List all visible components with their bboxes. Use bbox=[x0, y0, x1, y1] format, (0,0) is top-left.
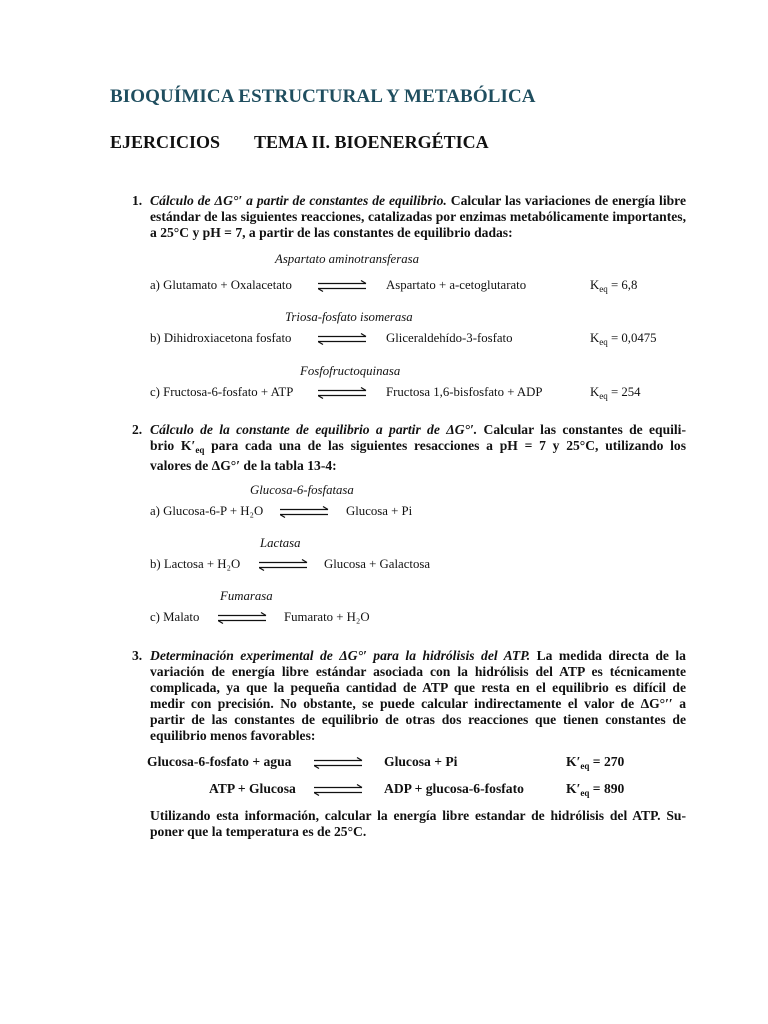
q1a-enzyme: Aspartato aminotransferasa bbox=[275, 252, 419, 266]
q1-title: Cálculo de ΔG°′ a partir de constantes de equilibrio. bbox=[150, 193, 447, 208]
q1a-left: a) Glutamato + Oxalacetato bbox=[150, 278, 292, 292]
q2b-right: Glucosa + Galactosa bbox=[324, 557, 430, 571]
q2b-left: b) Lactosa + H₂O bbox=[150, 557, 241, 571]
q3a-keq: $K'_{eq} = 270$ bbox=[566, 754, 625, 771]
q2c-left: c) Malato bbox=[150, 610, 200, 624]
q1-number: 1. bbox=[132, 193, 143, 208]
q1c-equilibrium-arrow bbox=[318, 387, 368, 400]
q3a-left: Glucosa-6-fosfato + agua bbox=[147, 754, 292, 769]
q2a-enzyme: Glucosa-6-fosfatasa bbox=[250, 483, 354, 497]
q1c-left: c) Fructosa-6-fosfato + ATP bbox=[150, 385, 294, 399]
q2b-enzyme: Lactasa bbox=[260, 536, 301, 550]
q2-number: 2. bbox=[132, 422, 143, 437]
q1c-keq: $K_{eq} = 254$ bbox=[590, 385, 641, 401]
q2a-equilibrium-arrow bbox=[280, 506, 330, 519]
q1c-right: Fructosa 1,6-bisfosfato + ADP bbox=[386, 385, 543, 399]
q1a-keq: $K_{eq} = 6,8$ bbox=[590, 278, 638, 294]
q1b-equilibrium-arrow bbox=[318, 333, 368, 346]
q1b-keq: $K_{eq} = 0,0475$ bbox=[590, 331, 657, 347]
exercises-label: EJERCICIOS bbox=[110, 132, 221, 152]
q3a-equilibrium-arrow bbox=[314, 757, 364, 770]
q1b-right: Gliceraldehído-3-fosfato bbox=[386, 331, 513, 345]
q3b-equilibrium-arrow bbox=[314, 784, 364, 797]
q2c-equilibrium-arrow bbox=[218, 612, 268, 625]
q2b-equilibrium-arrow bbox=[259, 559, 309, 572]
q1a-right: Aspartato + a-cetoglutarato bbox=[386, 278, 527, 292]
topic-label: TEMA II. BIOENERGÉTICA bbox=[254, 132, 489, 152]
q2-statement: Cálculo de la constante de equilibrio a partir de ΔG°′. Calcular las constantes de equili- brio $K'_{eq}$ para cada una de las siguientes resacciones a pH = 7 y 25°C, utilizando los valores de ΔG°′ de la tabla 13-4: bbox=[150, 422, 686, 473]
q1a-equilibrium-arrow bbox=[318, 280, 368, 293]
q2-title: Cálculo de la constante de equilibrio a partir de ΔG°′. bbox=[150, 422, 478, 437]
document-title: BIOQUÍMICA ESTRUCTURAL Y METABÓLICA bbox=[110, 86, 536, 107]
q2c-right: Fumarato + H₂O bbox=[284, 610, 370, 624]
q2c-enzyme: Fumarasa bbox=[220, 589, 273, 603]
q3b-left: ATP + Glucosa bbox=[209, 781, 296, 796]
q2a-left: a) Glucosa-6-P + H₂O bbox=[150, 504, 264, 518]
q3-closing: Utilizando esta información, calcular la energía libre estandar de hidrólisis del ATP. Su- poner que la temperatura es de 25°C. bbox=[150, 808, 686, 839]
q1-text: Calcular las variaciones de energía libre estándar de las siguientes reacciones, catalizadas por enzimas metabólicamente importantes, a 25°C y pH = 7, a partir de las constantes de equilibrio dadas: bbox=[150, 193, 686, 240]
q3a-right: Glucosa + Pi bbox=[384, 754, 458, 769]
q1b-left: b) Dihidroxiacetona fosfato bbox=[150, 331, 292, 345]
q1b-enzyme: Triosa-fosfato isomerasa bbox=[285, 310, 413, 324]
q3-statement: Determinación experimental de ΔG°′ para la hidrólisis del ATP. La medida directa de la variación de energía libre estándar asociada con la hidrólisis del ATP es técnicamente complicada, ya que la pequeña cantidad de ATP que resta en el equilibrio es difícil de medir con precisión. No obstante, se puede calcular indirectamente el valor de ΔG°′′ a partir de las constantes de equilibrio de otras dos reacciones que tienen constantes de equilibrio menos favorables: bbox=[150, 648, 686, 743]
q1c-enzyme: Fosfofructoquinasa bbox=[300, 364, 401, 378]
q2a-right: Glucosa + Pi bbox=[346, 504, 413, 518]
q3-title: Determinación experimental de ΔG°′ para la hidrólisis del ATP. bbox=[150, 648, 531, 663]
q3b-right: ADP + glucosa-6-fosfato bbox=[384, 781, 524, 796]
q3b-keq: $K'_{eq} = 890$ bbox=[566, 781, 625, 798]
q3-number: 3. bbox=[132, 648, 143, 663]
q1-statement bbox=[150, 193, 686, 241]
document-subtitle bbox=[110, 132, 489, 153]
